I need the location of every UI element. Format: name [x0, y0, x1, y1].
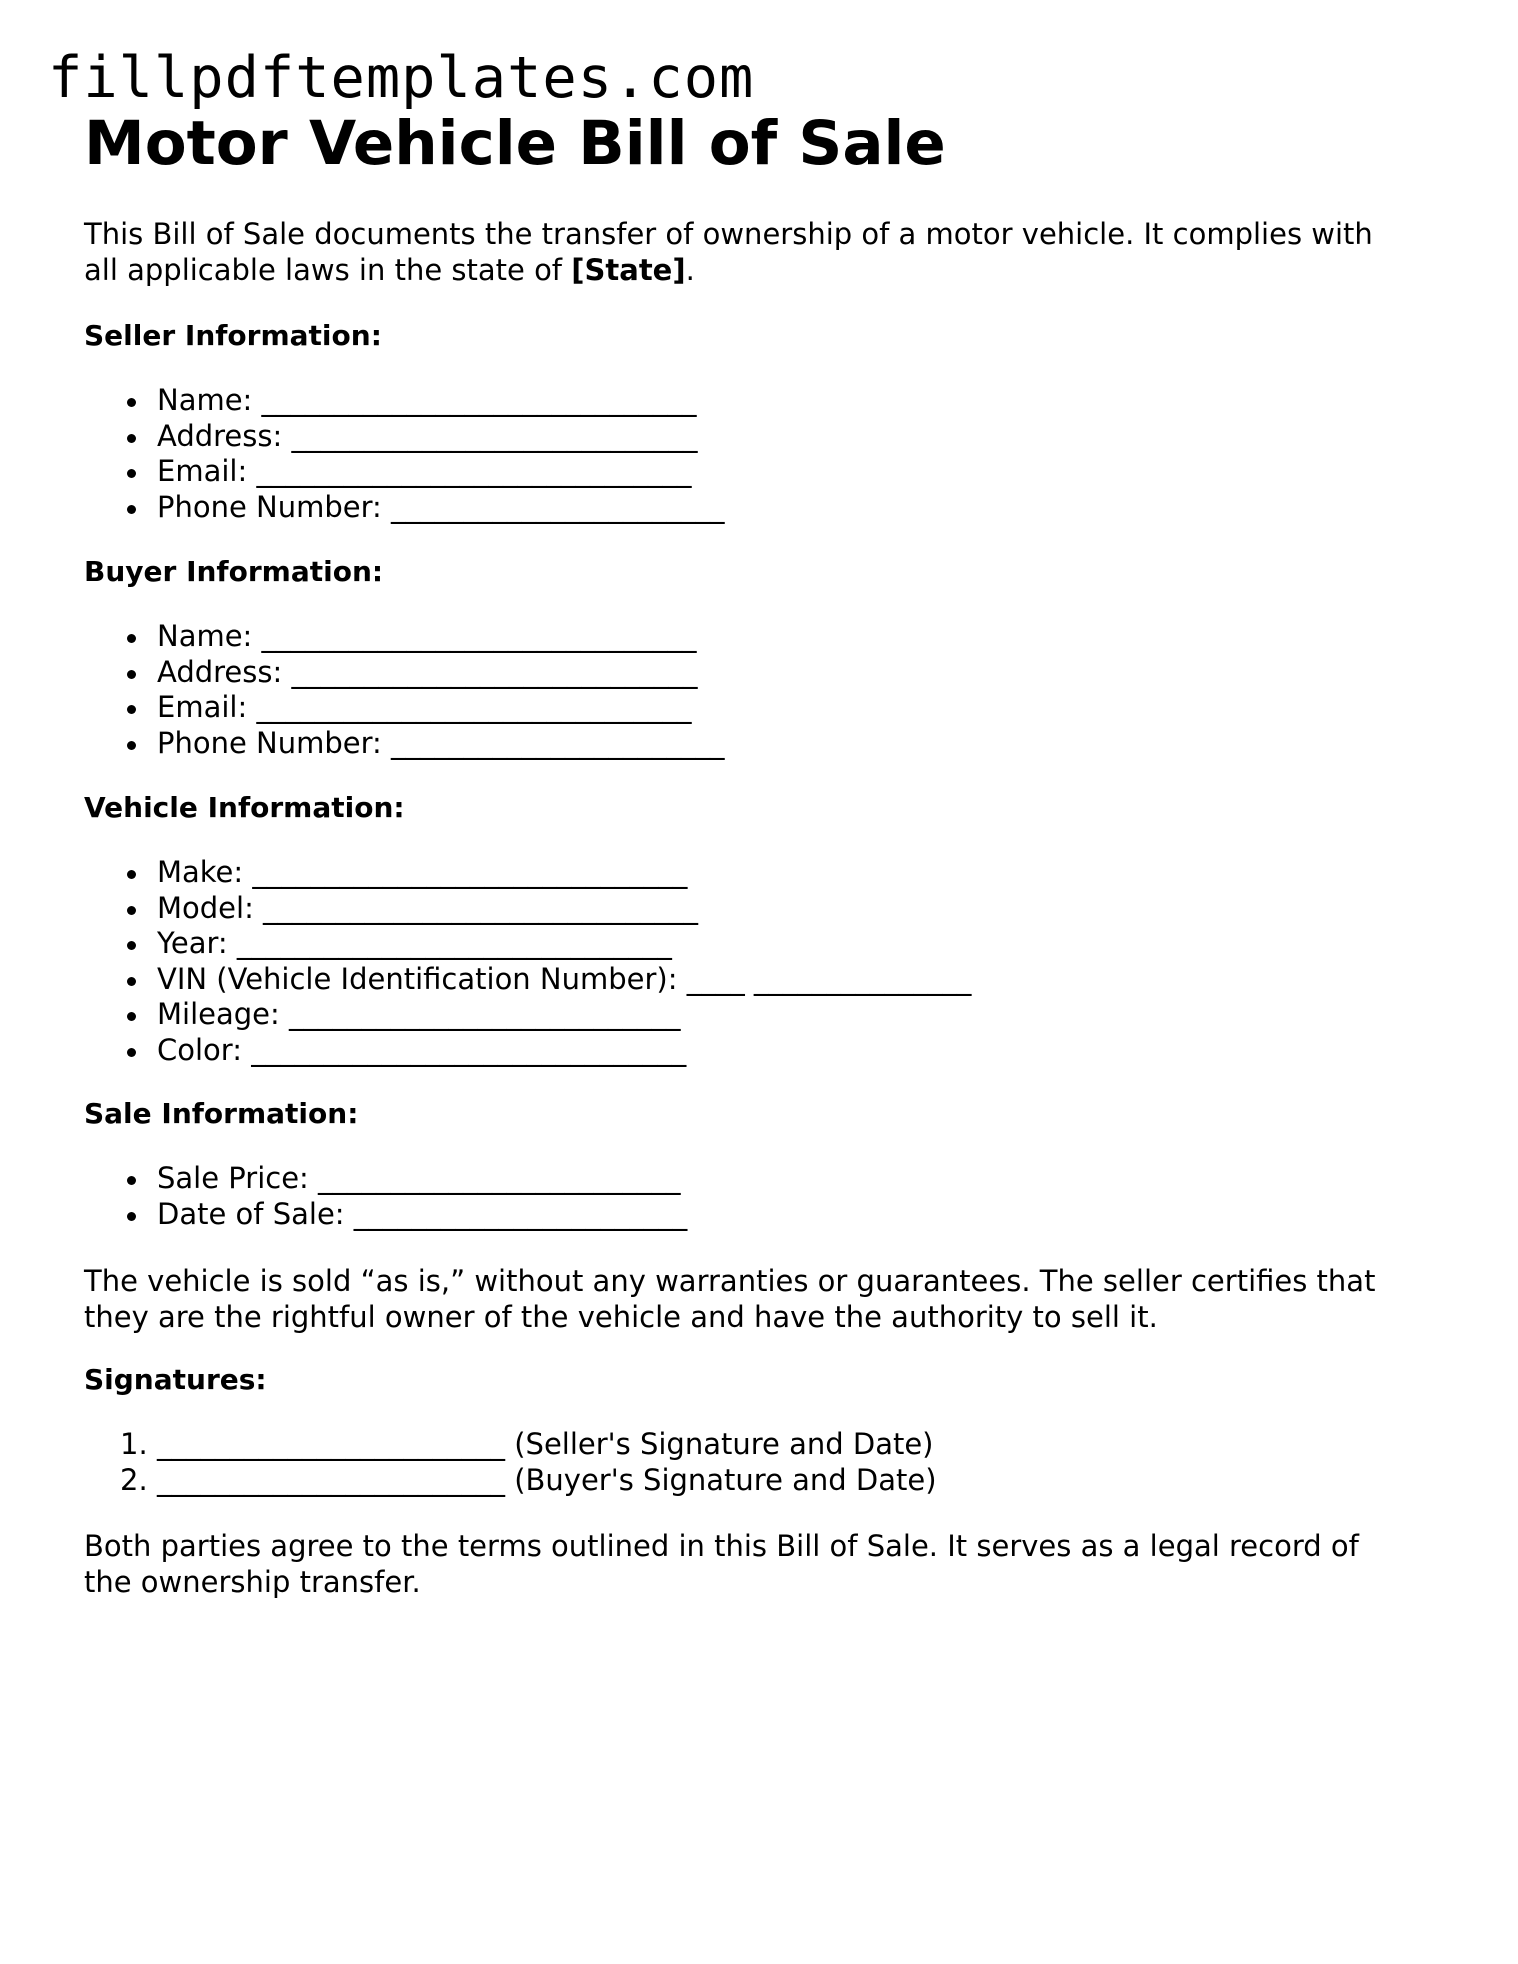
- buyer-phone-field: Phone Number: _______________________: [84, 726, 725, 762]
- vehicle-model-field: Model: ______________________________: [84, 891, 971, 927]
- site-watermark: fillpdftemplates.com: [48, 45, 755, 111]
- vehicle-mileage-field: Mileage: ___________________________: [84, 997, 971, 1033]
- buyer-signature-line: [84, 1463, 937, 1499]
- list-number: 1.: [120, 1427, 148, 1461]
- closing-paragraph: Both parties agree to the terms outlined in this Bill of Sale. It serves as a legal record of the ownership transfer.: [84, 1529, 1359, 1599]
- buyer-address-field: Address: ____________________________: [84, 655, 725, 691]
- signature-text: ________________________ (Seller's Signature and Date): [157, 1427, 934, 1461]
- vehicle-color-field: Color: ______________________________: [84, 1033, 971, 1069]
- seller-name-field: Name: ______________________________: [84, 383, 725, 419]
- seller-address-field: Address: ____________________________: [84, 419, 725, 455]
- intro-text: This Bill of Sale documents the transfer of ownership of a motor vehicle. It complies with all applicable laws in the state of: [84, 217, 1373, 287]
- buyer-heading: Buyer Information:: [84, 555, 384, 588]
- signature-lines: [84, 1427, 937, 1498]
- vehicle-fields: [84, 855, 971, 1068]
- vehicle-vin-field: VIN (Vehicle Identification Number): ____ _______________: [84, 962, 971, 998]
- sale-fields: [84, 1161, 687, 1232]
- seller-signature-line: [84, 1427, 937, 1463]
- sale-price-field: Sale Price: _________________________: [84, 1161, 687, 1197]
- buyer-fields: [84, 619, 725, 761]
- seller-fields: [84, 383, 725, 525]
- buyer-name-field: Name: ______________________________: [84, 619, 725, 655]
- document-title: Motor Vehicle Bill of Sale: [84, 108, 946, 179]
- state-placeholder: [State]: [571, 253, 686, 287]
- vehicle-heading: Vehicle Information:: [84, 791, 405, 824]
- list-number: 2.: [120, 1462, 148, 1497]
- signatures-heading: Signatures:: [84, 1363, 267, 1396]
- intro-paragraph: [84, 216, 1414, 288]
- seller-heading: Seller Information:: [84, 319, 382, 352]
- vehicle-year-field: Year: ______________________________: [84, 926, 971, 962]
- sale-date-field: Date of Sale: _______________________: [84, 1197, 687, 1233]
- buyer-email-field: Email: ______________________________: [84, 690, 725, 726]
- vehicle-make-field: Make: ______________________________: [84, 855, 971, 891]
- sale-heading: Sale Information:: [84, 1097, 359, 1130]
- signature-text: ________________________ (Buyer's Signature and Date): [157, 1462, 937, 1497]
- seller-email-field: Email: ______________________________: [84, 454, 725, 490]
- intro-end: .: [685, 253, 695, 287]
- seller-phone-field: Phone Number: _______________________: [84, 490, 725, 526]
- as-is-paragraph: The vehicle is sold “as is,” without any warranties or guarantees. The seller certifies that they are the rightful owner of the vehicle and have the authority to sell it.: [84, 1264, 1376, 1334]
